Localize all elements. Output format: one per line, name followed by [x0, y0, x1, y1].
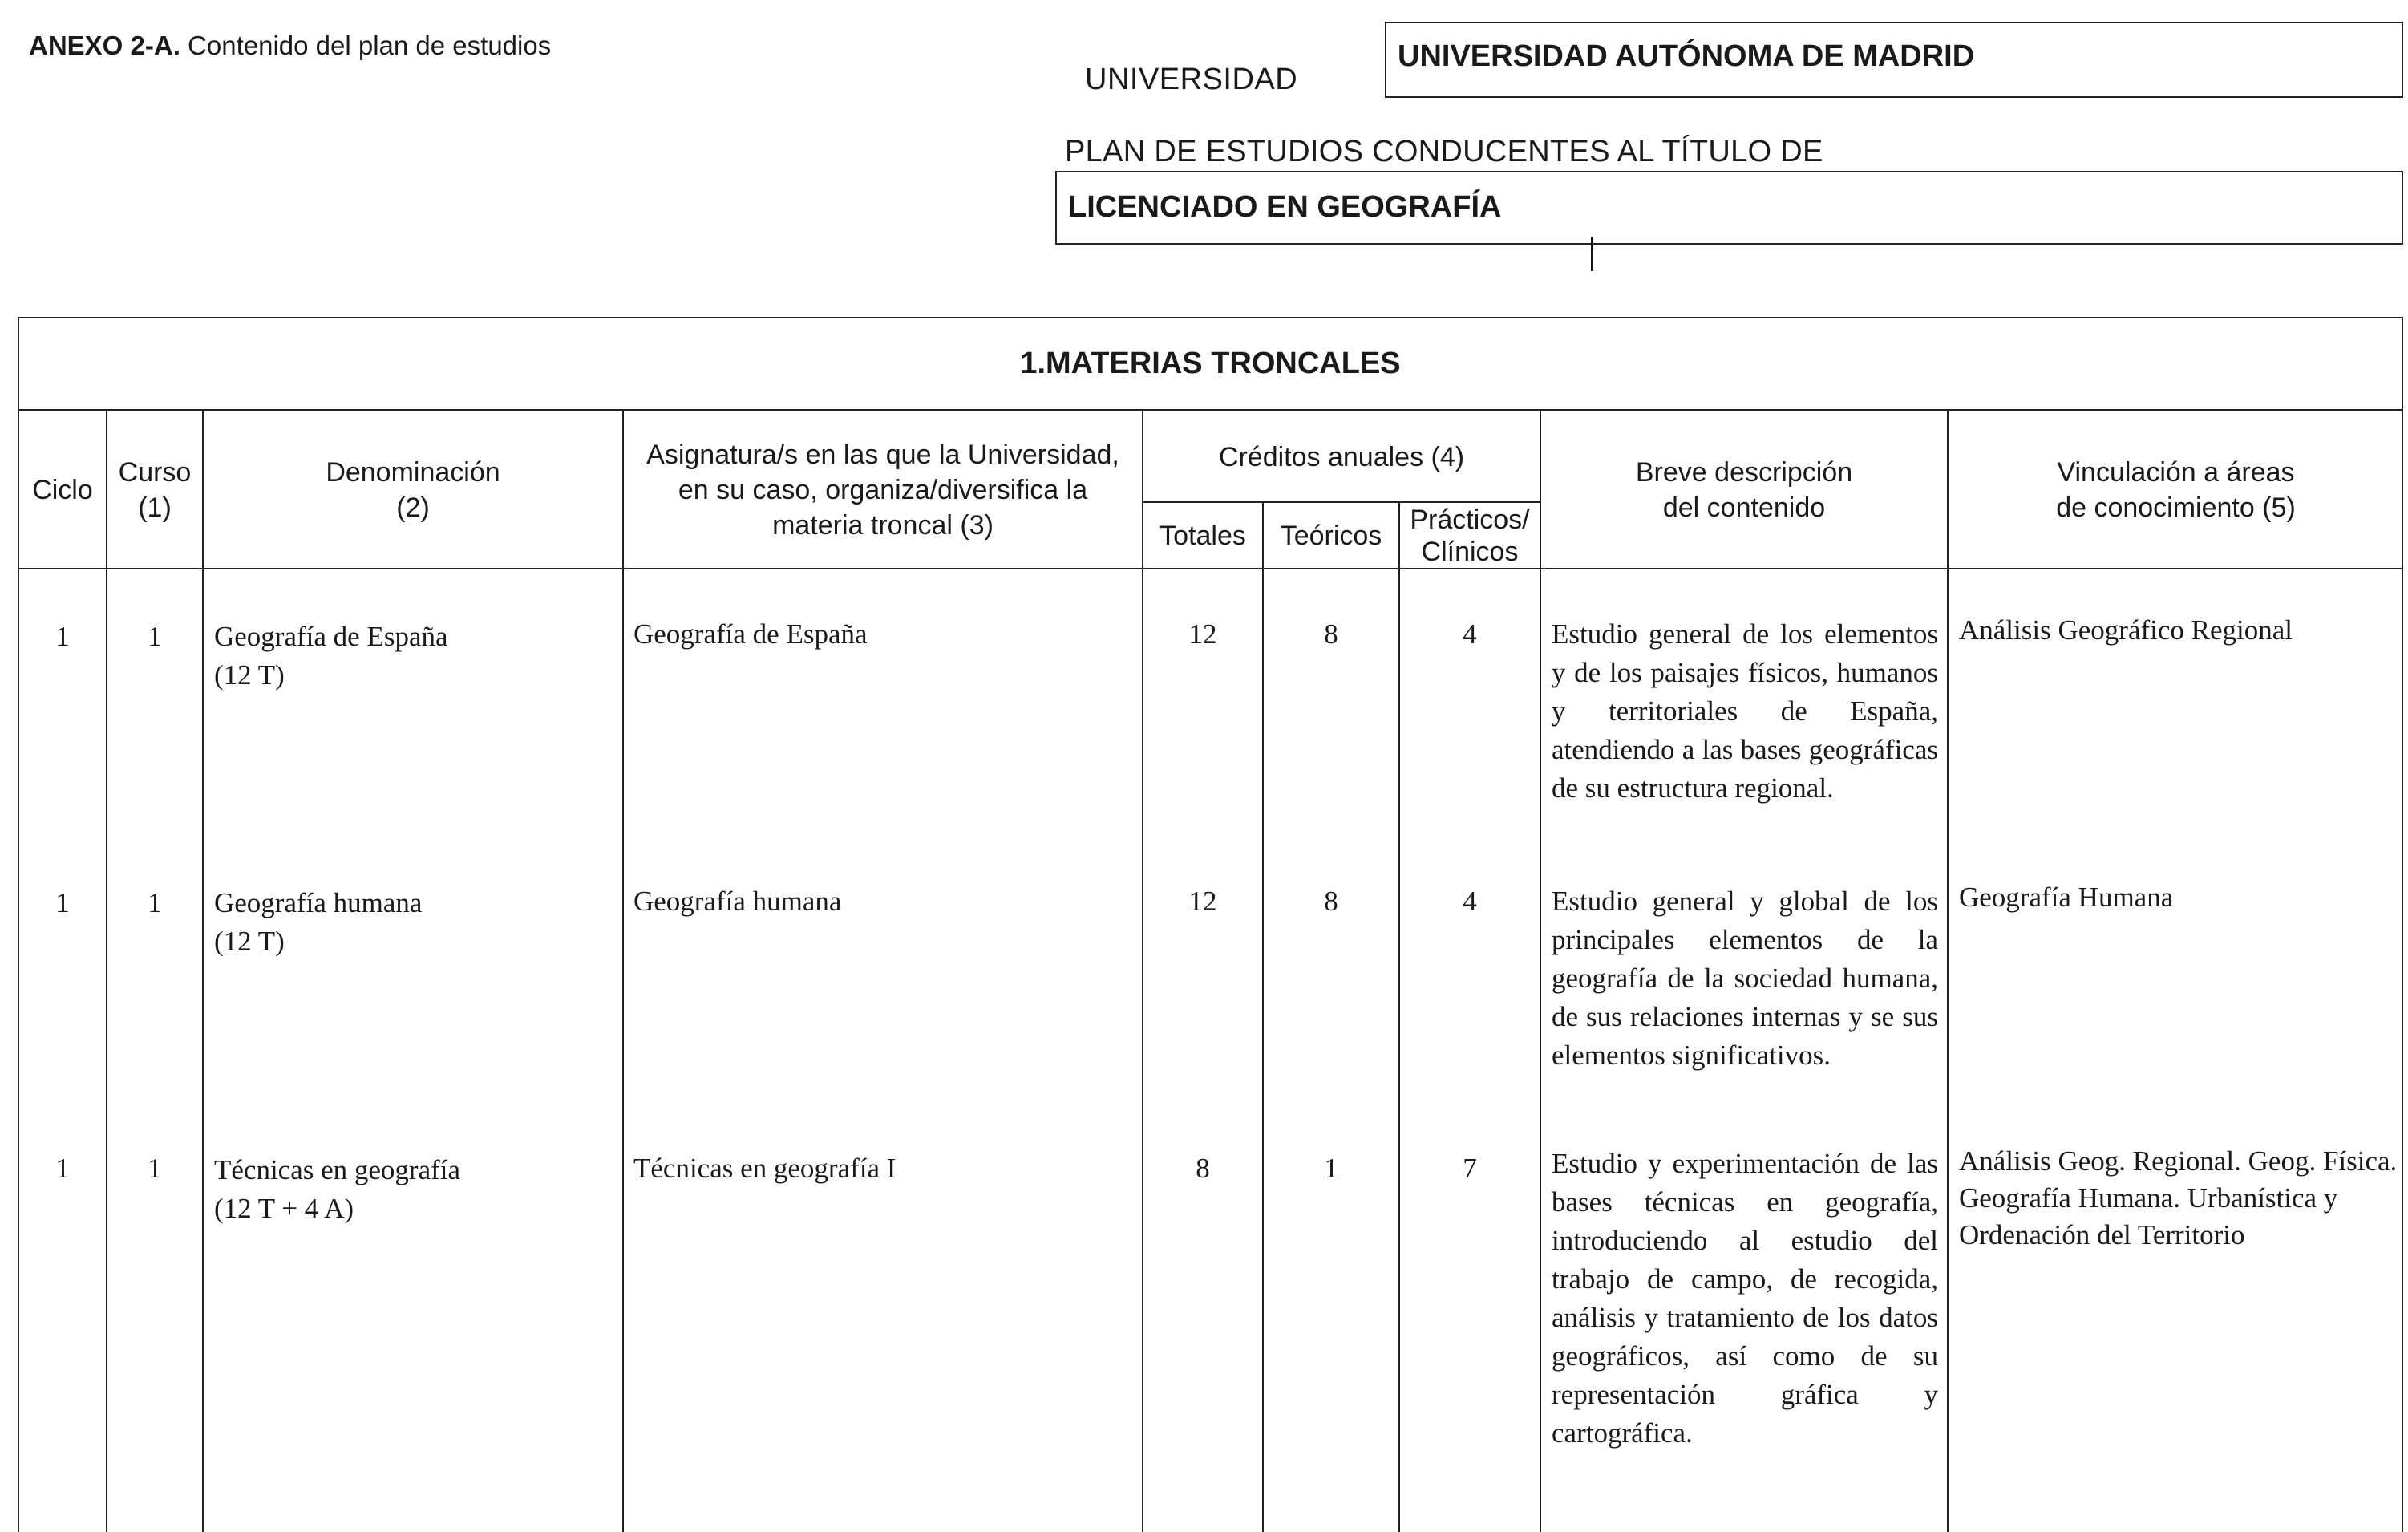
cell-descripcion: Estudio y experimentación de las bases técnicas en geografía, introduciendo al estudio del trabajo de campo, de recogida, análisis y tratamiento de los datos geográficos, así como de su representación gráfica y cartográfica.: [1552, 1148, 1938, 1449]
denominacion-name: Técnicas en geografía: [214, 1154, 461, 1185]
denominacion-name: Geografía de España: [214, 621, 448, 652]
header-practicos: Prácticos/ Clínicos: [1410, 504, 1530, 567]
cell-totales: 8: [1196, 1153, 1210, 1184]
cell-vinculacion: Análisis Geog. Regional. Geog. Física. Geografía Humana. Urbanística y Ordenación del Territorio: [1959, 1145, 2398, 1250]
header-teoricos: Teóricos: [1280, 520, 1382, 551]
university-field: [1385, 22, 2403, 98]
column-divider: [622, 411, 624, 1532]
column-divider: [1540, 411, 1541, 1532]
table-title: 1.MATERIAS TRONCALES: [19, 318, 2402, 411]
cell-practicos: 4: [1463, 618, 1477, 650]
cell-ciclo: 1: [55, 621, 70, 652]
cell-asignatura: Técnicas en geografía I: [633, 1153, 896, 1184]
header-vinculacion: Vinculación a áreas de conocimiento (5): [2056, 457, 2296, 523]
denominacion-credits: (12 T + 4 A): [214, 1193, 354, 1224]
degree-field: [1055, 171, 2403, 245]
denominacion-credits: (12 T): [214, 659, 285, 691]
header-bottom-divider: [19, 568, 2402, 569]
cell-denominacion: [214, 884, 615, 961]
plan-label: PLAN DE ESTUDIOS CONDUCENTES AL TÍTULO DE: [1065, 135, 1823, 168]
annex-heading: [29, 30, 551, 61]
column-divider: [106, 411, 107, 1532]
cell-vinculacion: Geografía Humana: [1959, 882, 2174, 913]
denominacion-credits: (12 T): [214, 926, 285, 957]
cell-denominacion: [214, 1151, 615, 1228]
header-asignatura: Asignatura/s en las que la Universidad, en su caso, organiza/diversifica la materia troncal (3): [646, 440, 1119, 541]
cell-asignatura: Geografía de España: [633, 618, 868, 650]
cell-totales: 12: [1188, 886, 1217, 917]
cell-practicos: 4: [1463, 886, 1477, 917]
cell-teoricos: 1: [1324, 1153, 1338, 1184]
cell-teoricos: 8: [1324, 618, 1338, 650]
header-totales: Totales: [1159, 520, 1246, 551]
header-descripcion: Breve descripción del contenido: [1635, 457, 1853, 523]
cell-descripcion: Estudio general de los elementos y de los paisajes físicos, humanos y territoriales de España, atendiendo a las bases geográficas de su estructura regional.: [1552, 618, 1938, 804]
cell-teoricos: 8: [1324, 886, 1338, 917]
pen-mark: [1591, 237, 1593, 271]
curriculum-table: [18, 317, 2403, 1532]
cell-curso: 1: [148, 887, 162, 918]
cell-asignatura: Geografía humana: [633, 886, 842, 917]
cell-curso: 1: [148, 621, 162, 652]
header-ciclo: Ciclo: [32, 475, 93, 505]
degree-value: LICENCIADO EN GEOGRAFÍA: [1068, 190, 1502, 224]
cell-totales: 12: [1188, 618, 1217, 650]
cell-vinculacion: Análisis Geográfico Regional: [1959, 614, 2293, 646]
annex-label: ANEXO 2-A.: [29, 30, 180, 60]
denominacion-name: Geografía humana: [214, 887, 423, 918]
cell-curso: 1: [148, 1153, 162, 1184]
cell-descripcion: Estudio general y global de los principales elementos de la geografía de la sociedad humana, de sus relaciones internas y se sus elementos significativos.: [1552, 886, 1938, 1071]
cell-ciclo: 1: [55, 1153, 70, 1184]
column-divider: [202, 411, 204, 1532]
header-curso: Curso (1): [118, 457, 192, 523]
column-divider: [1142, 411, 1143, 1532]
header-denominacion: Denominación (2): [326, 457, 500, 523]
column-divider: [1262, 503, 1264, 1532]
column-divider: [1947, 411, 1949, 1532]
cell-ciclo: 1: [55, 887, 70, 918]
university-value: UNIVERSIDAD AUTÓNOMA DE MADRID: [1398, 39, 1975, 73]
cell-practicos: 7: [1463, 1153, 1477, 1184]
university-label: UNIVERSIDAD: [1085, 63, 1298, 96]
header-creditos: Créditos anuales (4): [1218, 441, 1465, 472]
annex-description: Contenido del plan de estudios: [180, 30, 552, 60]
column-divider: [1398, 503, 1400, 1532]
cell-denominacion: [214, 618, 615, 695]
